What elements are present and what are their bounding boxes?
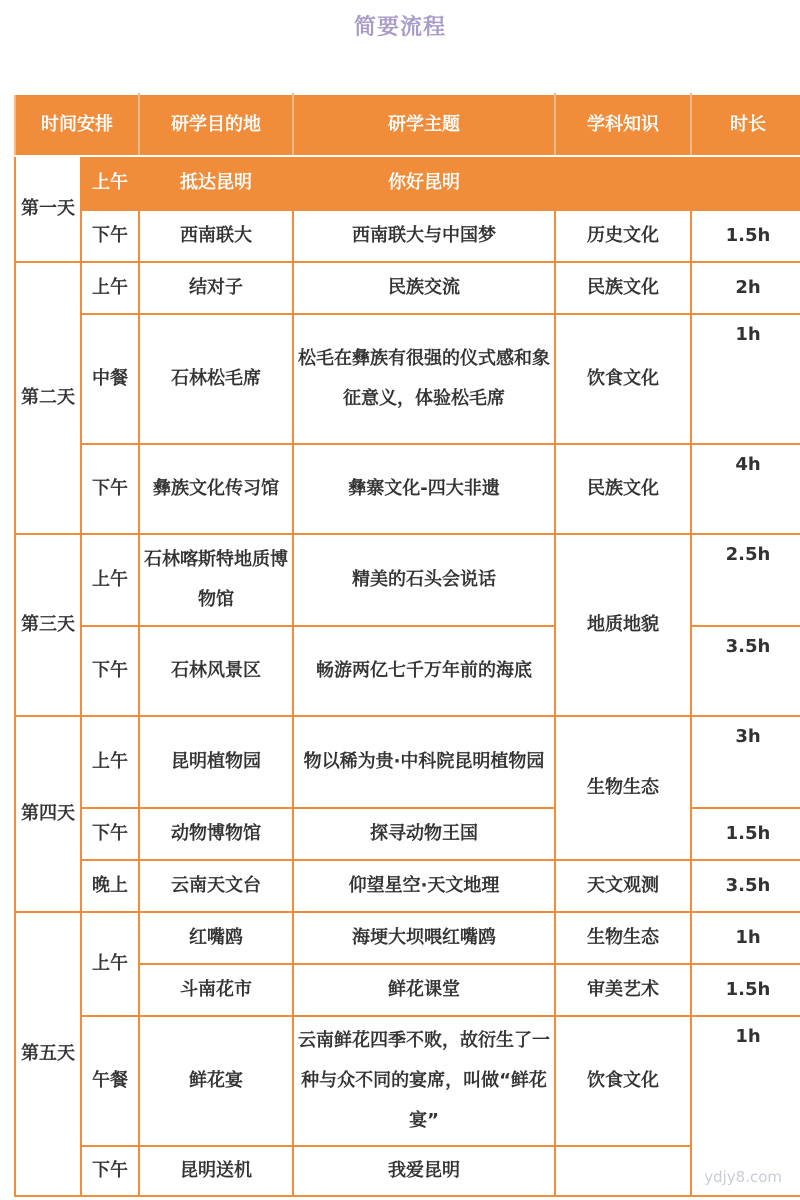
day-label: 第二天 [15,262,81,534]
duration-cell [691,156,800,210]
theme-cell: 松毛在彝族有很强的仪式感和象征意义，体验松毛席 [293,314,555,444]
duration-cell: 3h [691,716,800,808]
destination-cell: 石林松毛席 [139,314,293,444]
watermark: ydjy8.com [704,1168,782,1186]
header-time: 时间安排 [15,94,139,156]
table-row [15,716,800,808]
destination-cell: 红嘴鸥 [139,912,293,964]
duration-cell: 1h [691,314,800,444]
day-label: 第三天 [15,534,81,716]
table-row [15,1146,800,1196]
table-row [15,210,800,262]
period-cell: 午餐 [81,1016,139,1146]
theme-cell: 物以稀为贵·中科院昆明植物园 [293,716,555,808]
duration-cell: 2.5h [691,534,800,626]
itinerary-table [14,93,800,1197]
subject-cell: 历史文化 [555,210,691,262]
subject-cell: 审美艺术 [555,964,691,1016]
table-row [15,860,800,912]
destination-cell: 结对子 [139,262,293,314]
header-subject: 学科知识 [555,94,691,156]
destination-cell: 鲜花宴 [139,1016,293,1146]
theme-cell: 仰望星空·天文地理 [293,860,555,912]
theme-cell: 民族交流 [293,262,555,314]
duration-cell: 1.5h [691,964,800,1016]
destination-cell: 昆明送机 [139,1146,293,1196]
duration-cell: 2h [691,262,800,314]
period-cell: 上午 [81,716,139,808]
table-header-row [15,94,800,156]
subject-cell: 民族文化 [555,444,691,534]
theme-cell: 彝寨文化-四大非遗 [293,444,555,534]
header-duration: 时长 [691,94,800,156]
duration-cell: 1.5h [691,808,800,860]
period-cell: 晚上 [81,860,139,912]
subject-cell: 生物生态 [555,716,691,860]
duration-cell: 1h [691,912,800,964]
subject-cell: 民族文化 [555,262,691,314]
table-row [15,444,800,534]
subject-cell: 饮食文化 [555,314,691,444]
theme-cell: 云南鲜花四季不败，故衍生了一种与众不同的宴席，叫做“鲜花宴” [293,1016,555,1146]
day-label: 第四天 [15,716,81,912]
destination-cell: 彝族文化传习馆 [139,444,293,534]
period-cell: 上午 [81,156,139,210]
period-cell: 下午 [81,210,139,262]
table-row [15,314,800,444]
duration-cell: 3.5h [691,860,800,912]
theme-cell: 西南联大与中国梦 [293,210,555,262]
subject-cell: 地质地貌 [555,534,691,716]
theme-cell: 畅游两亿七千万年前的海底 [293,626,555,716]
duration-cell: 4h [691,444,800,534]
table-row [15,156,800,210]
period-cell: 上午 [81,262,139,314]
duration-cell: 1h [691,1016,800,1196]
period-cell: 下午 [81,1146,139,1196]
period-cell: 上午 [81,912,139,1016]
destination-cell: 斗南花市 [139,964,293,1016]
destination-cell: 云南天文台 [139,860,293,912]
table-row [15,534,800,626]
duration-cell: 1.5h [691,210,800,262]
page-title: 简要流程 [353,15,446,40]
header-theme: 研学主题 [293,94,555,156]
header-destination: 研学目的地 [139,94,293,156]
period-cell: 下午 [81,626,139,716]
destination-cell: 石林喀斯特地质博物馆 [139,534,293,626]
destination-cell: 动物博物馆 [139,808,293,860]
theme-cell: 精美的石头会说话 [293,534,555,626]
theme-cell: 我爱昆明 [293,1146,555,1196]
table-row [15,1016,800,1146]
subject-cell: 饮食文化 [555,1016,691,1146]
period-cell: 中餐 [81,314,139,444]
subject-cell: 天文观测 [555,860,691,912]
theme-cell: 海埂大坝喂红嘴鸥 [293,912,555,964]
day-label: 第五天 [15,912,81,1196]
subject-cell: 生物生态 [555,912,691,964]
table-row [15,912,800,964]
destination-cell: 西南联大 [139,210,293,262]
theme-cell: 鲜花课堂 [293,964,555,1016]
destination-cell: 石林风景区 [139,626,293,716]
theme-cell: 你好昆明 [293,156,555,210]
period-cell: 下午 [81,808,139,860]
period-cell: 上午 [81,534,139,626]
subject-cell [555,1146,691,1196]
day-label: 第一天 [15,156,81,262]
period-cell: 下午 [81,444,139,534]
theme-cell: 探寻动物王国 [293,808,555,860]
table-row [15,262,800,314]
destination-cell: 抵达昆明 [139,156,293,210]
duration-cell: 3.5h [691,626,800,716]
subject-cell [555,156,691,210]
destination-cell: 昆明植物园 [139,716,293,808]
